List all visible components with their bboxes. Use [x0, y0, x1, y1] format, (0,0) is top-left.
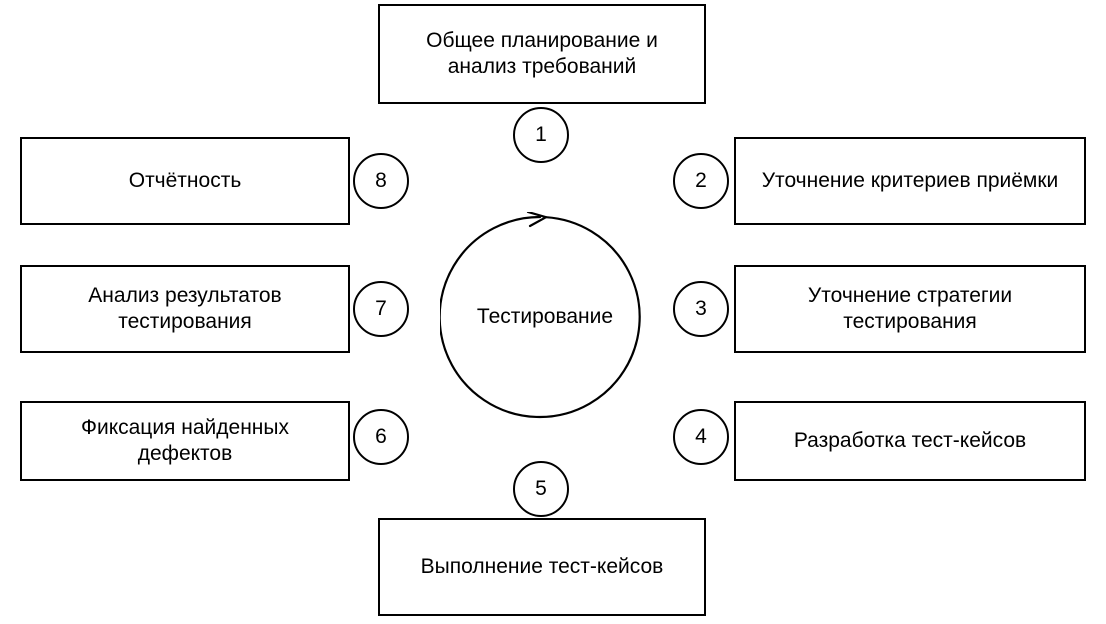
process-box-planning-label: Общее планирование и анализ требований [426, 28, 658, 78]
process-box-acceptance-criteria [734, 137, 1086, 225]
step-badge-8-label: 8 [375, 169, 387, 192]
process-box-reporting [20, 137, 350, 225]
step-badge-4-label: 4 [695, 425, 707, 448]
process-box-defect-logging [20, 401, 350, 481]
process-box-test-cases-design-label: Разработка тест-кейсов [793, 428, 1027, 452]
process-box-test-strategy [734, 265, 1086, 353]
process-box-results-analysis-label: Анализ результатов тестирования [88, 283, 282, 333]
step-badge-7-label: 7 [375, 297, 387, 320]
step-badge-1 [513, 107, 569, 163]
process-box-test-cases-design [734, 401, 1086, 481]
process-box-reporting-label: Отчётность [128, 168, 242, 192]
step-badge-5-label: 5 [535, 477, 547, 500]
step-badge-6 [353, 409, 409, 465]
step-badge-7 [353, 281, 409, 337]
step-badge-8 [353, 153, 409, 209]
step-badge-4 [673, 409, 729, 465]
process-box-defect-logging-label: Фиксация найденных дефектов [81, 415, 289, 465]
step-badge-3 [673, 281, 729, 337]
step-badge-5 [513, 461, 569, 517]
process-box-results-analysis [20, 265, 350, 353]
step-badge-2 [673, 153, 729, 209]
cycle-center-label-text: Тестирование [476, 305, 614, 328]
step-badge-2-label: 2 [695, 169, 707, 192]
process-box-planning [378, 4, 706, 104]
process-box-acceptance-criteria-label: Уточнение критериев приёмки [761, 168, 1059, 192]
process-box-test-execution [378, 518, 706, 616]
process-box-test-strategy-label: Уточнение стратегии тестирования [807, 283, 1013, 333]
step-badge-6-label: 6 [375, 425, 387, 448]
cycle-center-label [440, 295, 650, 339]
process-box-test-execution-label: Выполнение тест-кейсов [420, 554, 664, 578]
step-badge-3-label: 3 [695, 297, 707, 320]
step-badge-1-label: 1 [535, 123, 547, 146]
